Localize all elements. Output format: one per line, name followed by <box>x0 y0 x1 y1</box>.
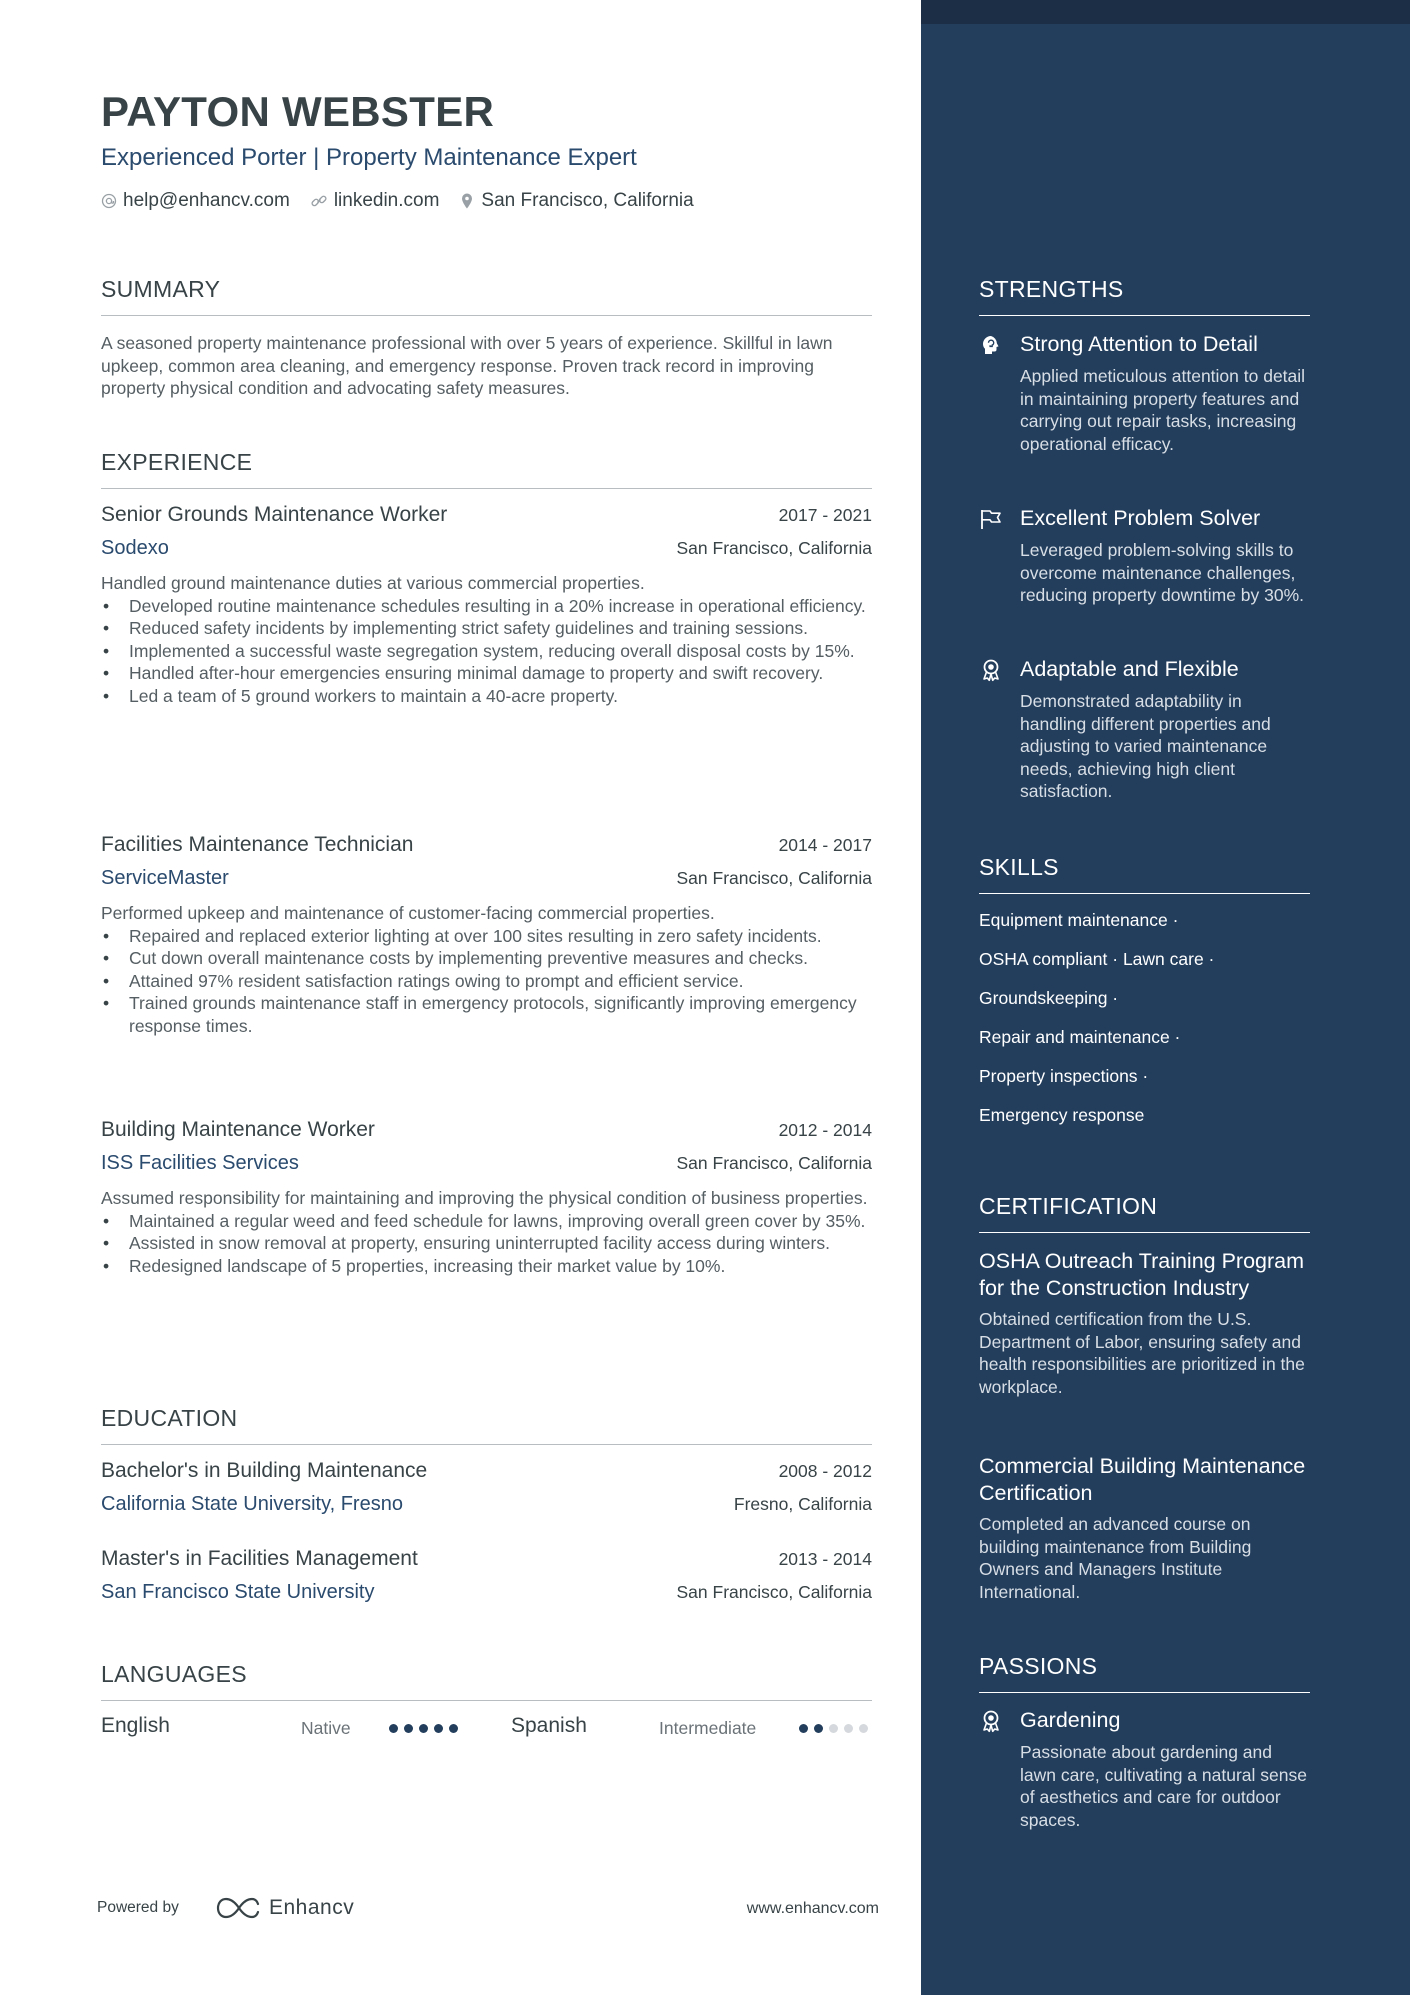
candidate-title: Experienced Porter | Property Maintenance Expert <box>101 144 637 171</box>
job-bullet: • Implemented a successful waste segregation system, reducing overall disposal costs by 15%. <box>101 640 872 663</box>
skill-line: Property inspections · <box>979 1066 1149 1086</box>
skill-line: Repair and maintenance · <box>979 1027 1181 1047</box>
link-icon <box>310 192 328 210</box>
brand-logo[interactable] <box>215 1895 354 1921</box>
strength-title: Excellent Problem Solver <box>1020 506 1261 530</box>
award-ribbon-icon <box>979 658 1003 682</box>
job-bullet: • Led a team of 5 ground workers to maintain a 40-acre property. <box>101 685 872 708</box>
language-rating <box>389 1724 464 1733</box>
rating-dot-filled <box>434 1724 443 1733</box>
location-text: San Francisco, California <box>481 190 694 211</box>
footer <box>97 1895 879 1925</box>
skill-line: OSHA compliant · Lawn care · <box>979 949 1215 969</box>
languages-heading: LANGUAGES <box>101 1661 872 1701</box>
certification-item <box>979 1248 1310 1398</box>
job-title: Facilities Maintenance Technician <box>101 833 414 856</box>
school-name: California State University, Fresno <box>101 1493 403 1515</box>
linkedin-text: linkedin.com <box>333 190 440 211</box>
passion-description: Passionate about gardening and lawn care, cultivating a natural sense of aesthetics and care for outdoor spaces. <box>1020 1742 1307 1830</box>
rating-dot-filled <box>799 1724 808 1733</box>
award-ribbon-icon <box>979 1709 1003 1733</box>
rating-dot-filled <box>814 1724 823 1733</box>
brand-name: Enhancv <box>269 1896 355 1919</box>
school-location: Fresno, California <box>733 1494 872 1514</box>
languages-row <box>101 1714 872 1744</box>
strength-description: Demonstrated adaptability in handling different properties and adjusting to varied maintenance needs, achieving high client satisfaction. <box>1020 691 1271 801</box>
job-bullet: • Redesigned landscape of 5 properties, increasing their market value by 10%. <box>101 1255 872 1278</box>
job-location: San Francisco, California <box>676 538 872 558</box>
language-rating <box>799 1724 874 1733</box>
job-dates: 2012 - 2014 <box>778 1120 872 1140</box>
certification-item <box>979 1453 1310 1603</box>
passion-title: Gardening <box>1020 1708 1121 1732</box>
skill-line: Equipment maintenance · <box>979 910 1179 930</box>
job-bullets <box>101 1210 872 1278</box>
certification-description: Obtained certification from the U.S. Department of Labor, ensuring safety and health responsibilities are prioritized in the workplace. <box>979 1309 1305 1397</box>
strength-item <box>979 506 1310 607</box>
sidebar-top-bar <box>921 0 1410 24</box>
strength-title: Adaptable and Flexible <box>1020 657 1239 681</box>
job-entry <box>101 503 872 707</box>
strength-item <box>979 657 1310 803</box>
rating-dot-empty <box>829 1724 838 1733</box>
education-heading: EDUCATION <box>101 1405 872 1445</box>
job-dates: 2014 - 2017 <box>778 835 872 855</box>
contact-email[interactable] <box>101 190 290 212</box>
rating-dot-empty <box>859 1724 868 1733</box>
contact-bar <box>101 190 714 212</box>
rating-dot-filled <box>419 1724 428 1733</box>
school-name: San Francisco State University <box>101 1581 375 1603</box>
language-name: Spanish <box>511 1714 587 1737</box>
skills-heading: SKILLS <box>979 854 1310 894</box>
strength-description: Leveraged problem-solving skills to overcome maintenance challenges, reducing property downtime by 30%. <box>1020 540 1305 605</box>
job-description: Handled ground maintenance duties at various commercial properties. <box>101 573 645 593</box>
education-dates: 2013 - 2014 <box>778 1549 872 1569</box>
job-entry <box>101 833 872 1037</box>
email-text: help@enhancv.com <box>123 190 290 211</box>
language-name: English <box>101 1714 170 1737</box>
job-bullet: • Trained grounds maintenance staff in emergency protocols, significantly improving emergency response times. <box>101 992 872 1037</box>
lightbulb-head-icon <box>979 333 1003 357</box>
degree-title: Master's in Facilities Management <box>101 1547 418 1570</box>
certification-title: Commercial Building Maintenance Certification <box>979 1454 1306 1505</box>
education-entry <box>101 1547 872 1604</box>
job-description: Assumed responsibility for maintaining and improving the physical condition of business properties. <box>101 1188 868 1208</box>
powered-by-label: Powered by <box>97 1899 179 1916</box>
location-pin-icon <box>459 192 475 210</box>
contact-location <box>459 190 693 212</box>
at-icon <box>101 193 117 209</box>
strength-description: Applied meticulous attention to detail in maintaining property features and carrying out repair tasks, increasing operational efficacy. <box>1020 366 1306 454</box>
certification-description: Completed an advanced course on building maintenance from Building Owners and Managers Institute International. <box>979 1514 1252 1602</box>
degree-title: Bachelor's in Building Maintenance <box>101 1459 428 1482</box>
candidate-name: PAYTON WEBSTER <box>101 88 495 135</box>
summary-heading: SUMMARY <box>101 276 872 316</box>
education-dates: 2008 - 2012 <box>778 1461 872 1481</box>
job-company: ISS Facilities Services <box>101 1152 299 1174</box>
job-bullet: • Maintained a regular weed and feed schedule for lawns, improving overall green cover by 35%. <box>101 1210 872 1233</box>
summary-text: A seasoned property maintenance professional with over 5 years of experience. Skillful in lawn upkeep, common area cleaning, and emergency response. Proven track record in improving property physical condition and advocating safety measures. <box>101 333 833 398</box>
strength-title: Strong Attention to Detail <box>1020 332 1258 356</box>
job-location: San Francisco, California <box>676 868 872 888</box>
website-link[interactable]: www.enhancv.com <box>746 1900 879 1917</box>
passions-heading: PASSIONS <box>979 1653 1310 1693</box>
job-entry <box>101 1118 872 1277</box>
job-title: Building Maintenance Worker <box>101 1118 375 1141</box>
job-bullet: • Handled after-hour emergencies ensuring minimal damage to property and swift recovery. <box>101 662 872 685</box>
job-description: Performed upkeep and maintenance of customer-facing commercial properties. <box>101 903 715 923</box>
job-bullet: • Attained 97% resident satisfaction ratings owing to prompt and efficient service. <box>101 970 872 993</box>
job-bullets <box>101 595 872 708</box>
contact-linkedin[interactable] <box>310 190 440 212</box>
certification-heading: CERTIFICATION <box>979 1193 1310 1233</box>
job-title: Senior Grounds Maintenance Worker <box>101 503 448 526</box>
language-level: Native <box>301 1718 351 1738</box>
infinity-logo-icon <box>215 1895 263 1921</box>
job-company: ServiceMaster <box>101 867 229 889</box>
job-bullet: • Developed routine maintenance schedules resulting in a 20% increase in operational efficiency. <box>101 595 872 618</box>
rating-dot-filled <box>404 1724 413 1733</box>
skill-line: Emergency response <box>979 1105 1145 1125</box>
flag-icon <box>979 507 1003 531</box>
school-location: San Francisco, California <box>676 1582 872 1602</box>
rating-dot-filled <box>449 1724 458 1733</box>
job-bullet: • Assisted in snow removal at property, ensuring uninterrupted facility access during winters. <box>101 1232 872 1255</box>
job-bullets <box>101 925 872 1038</box>
job-dates: 2017 - 2021 <box>778 505 872 525</box>
strength-item <box>979 332 1310 455</box>
job-bullet: • Repaired and replaced exterior lighting at over 100 sites resulting in zero safety incidents. <box>101 925 872 948</box>
education-entry <box>101 1459 872 1516</box>
job-bullet: • Reduced safety incidents by implementing strict safety guidelines and training sessions. <box>101 617 872 640</box>
rating-dot-empty <box>844 1724 853 1733</box>
certification-title: OSHA Outreach Training Program for the Construction Industry <box>979 1249 1305 1300</box>
job-company: Sodexo <box>101 537 169 559</box>
job-bullet: • Cut down overall maintenance costs by implementing preventive measures and checks. <box>101 947 872 970</box>
job-location: San Francisco, California <box>676 1153 872 1173</box>
language-level: Intermediate <box>659 1718 757 1738</box>
skill-line: Groundskeeping · <box>979 988 1119 1008</box>
passion-item <box>979 1708 1310 1831</box>
experience-heading: EXPERIENCE <box>101 449 872 489</box>
strengths-heading: STRENGTHS <box>979 276 1310 316</box>
rating-dot-filled <box>389 1724 398 1733</box>
